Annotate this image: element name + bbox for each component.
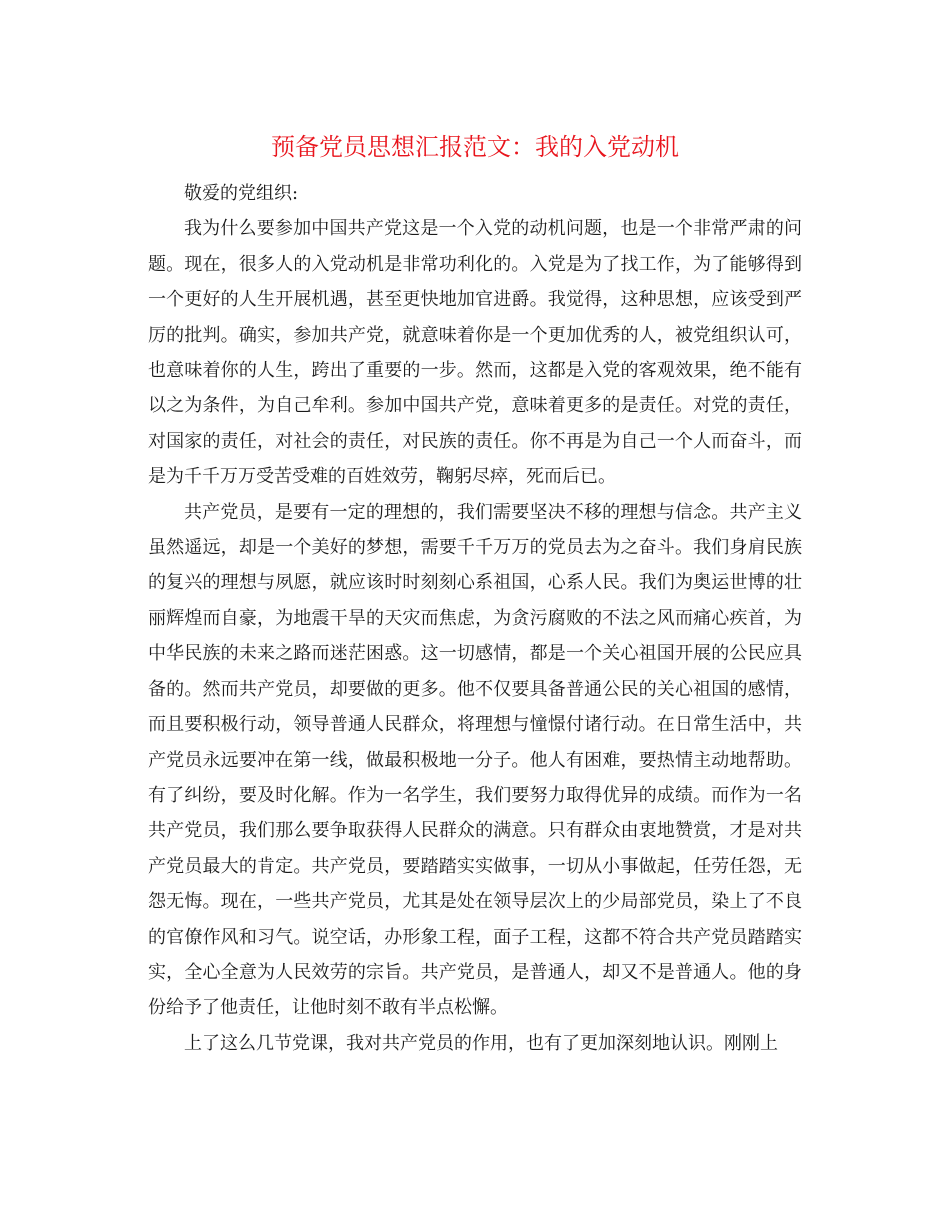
document-title: 预备党员思想汇报范文：我的入党动机	[271, 133, 679, 161]
paragraph-2: 共产党员，是要有一定的理想的，我们需要坚决不移的理想与信念。共产主义虽然遥远，却是一个美好的梦想，需要千千万万的党员去为之奋斗。我们身肩民族的复兴的理想与夙愿，就应该时时刻刻心系祖国，心系人民。我们为奥运世博的壮丽辉煌而自豪，为地震干旱的天灾而焦虑，为贪污腐败的不法之风而痛心疾首，为中华民族的未来之路而迷茫困惑。这一切感情，都是一个关心祖国开展的公民应具备的。然而共产党员，却要做的更多。他不仅要具备普通公民的关心祖国的感情，而且要积极行动，领导普通人民群众，将理想与憧憬付诸行动。在日常生活中，共产党员永远要冲在第一线，做最积极地一分子。他人有困难，要热情主动地帮助。有了纠纷，要及时化解。作为一名学生，我们要努力取得优异的成绩。而作为一名共产党员，我们那么要争取获得人民群众的满意。只有群众由衷地赞赏，才是对共产党员最大的肯定。共产党员，要踏踏实实做事，一切从小事做起，任劳任怨，无怨无悔。现在，一些共产党员，尤其是处在领导层次上的少局部党员，染上了不良的官僚作风和习气。说空话，办形象工程，面子工程，这都不符合共产党员踏踏实实，全心全意为人民效劳的宗旨。共产党员，是普通人，却又不是普通人。他的身份给予了他责任，让他时刻不敢有半点松懈。	[148, 501, 802, 1019]
document-body	[148, 176, 802, 1061]
paragraph-1: 我为什么要参加中国共产党这是一个入党的动机问题，也是一个非常严肃的问题。现在，很多人的入党动机是非常功利化的。入党是为了找工作，为了能够得到一个更好的人生开展机遇，甚至更快地加官进爵。我觉得，这种思想，应该受到严厉的批判。确实，参加共产党，就意味着你是一个更加优秀的人，被党组织认可，也意味着你的人生，跨出了重要的一步。然而，这都是入党的客观效果，绝不能有以之为条件，为自己牟利。参加中国共产党，意味着更多的是责任。对党的责任，对国家的责任，对社会的责任，对民族的责任。你不再是为自己一个人而奋斗，而是为千千万万受苦受难的百姓效劳，鞠躬尽瘁，死而后已。	[148, 218, 802, 488]
salutation: 敬爱的党组织:	[184, 183, 299, 204]
paragraph-3: 上了这么几节党课，我对共产党员的作用，也有了更加深刻地认识。刚刚上	[184, 1032, 778, 1054]
